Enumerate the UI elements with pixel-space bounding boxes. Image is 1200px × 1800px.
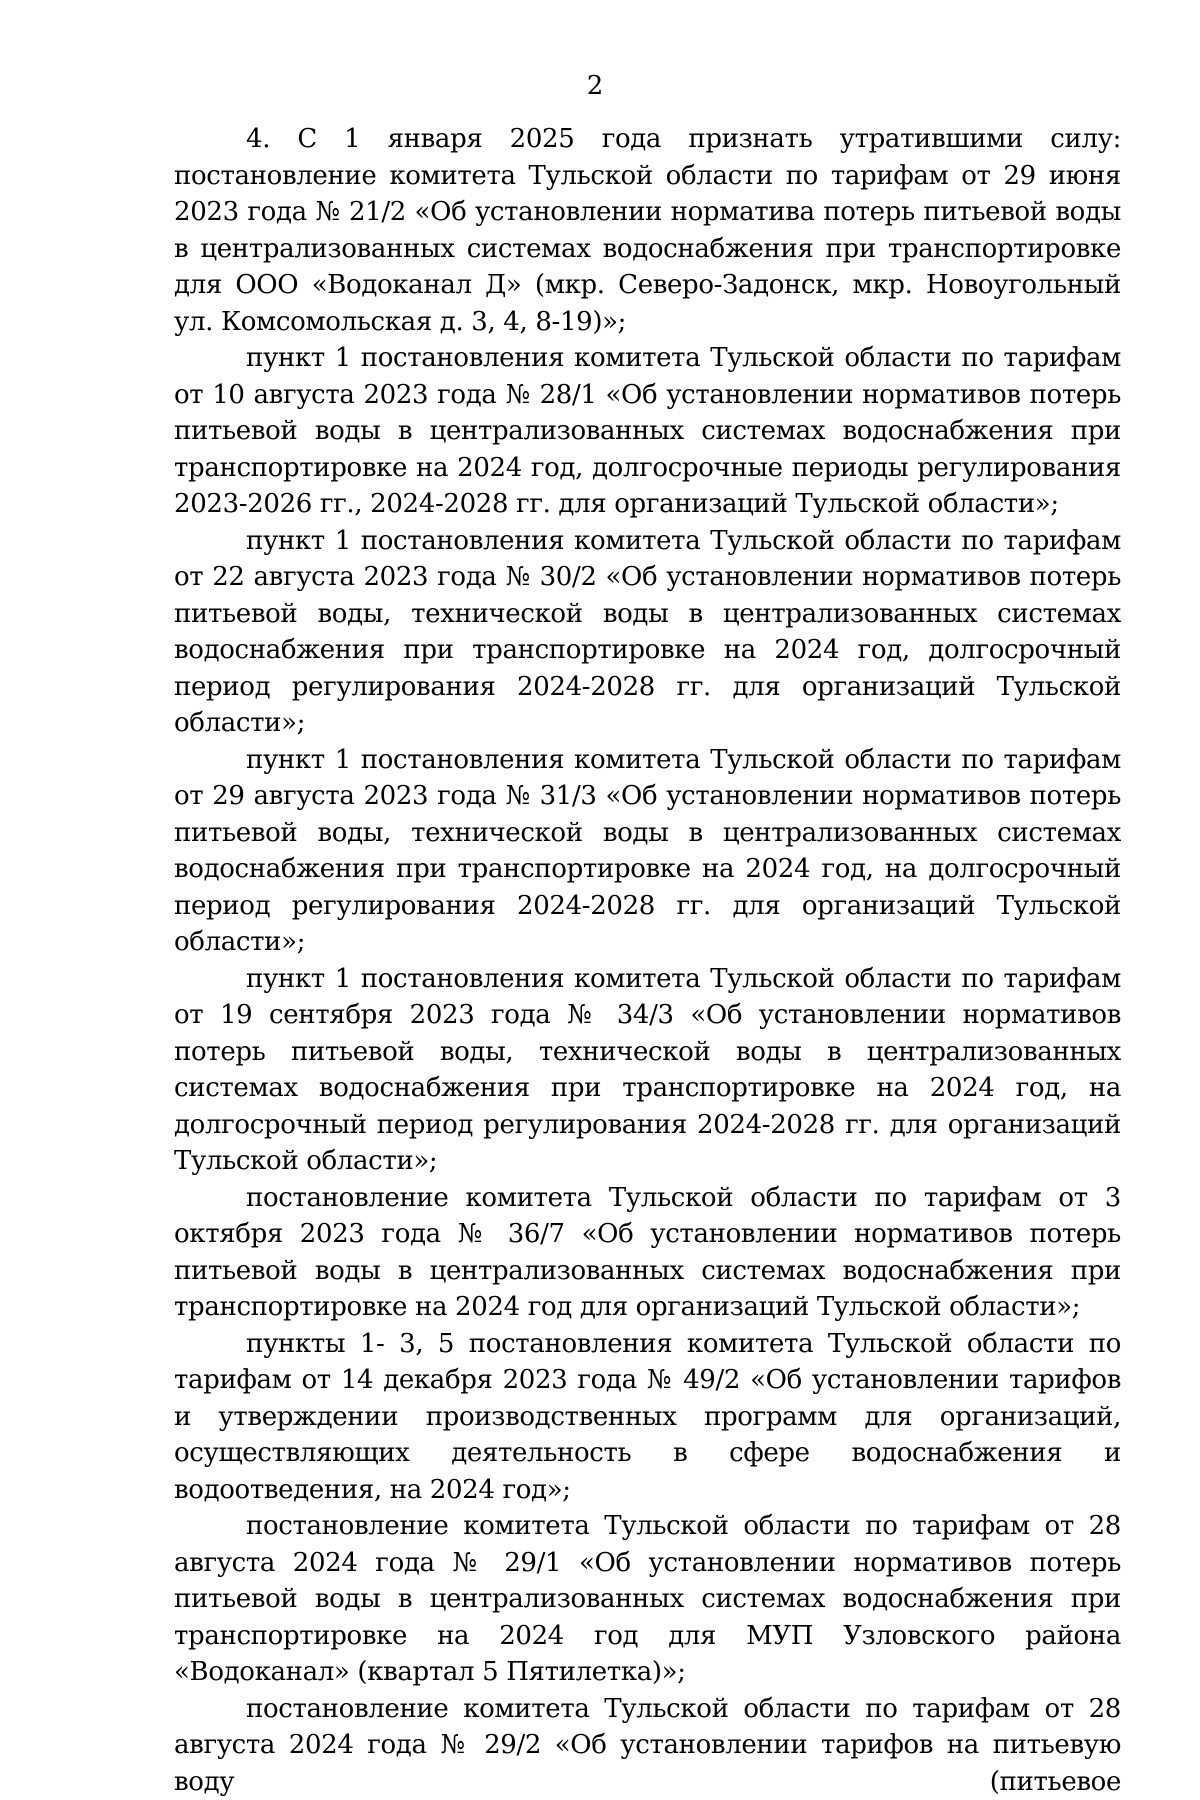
paragraph-resolution-28-1: пункт 1 постановления комитета Тульской области по тарифам от 10 августа 2023 года № 28/1 «Об установлении нормативов потерь питьевой воды в централизованных системах водоснабжения при транспортировке на 2024 год, долгосрочные периоды регулирования 2023-2026 гг., 2024-2028 гг. для организаций Тульской области»; bbox=[174, 340, 1121, 523]
paragraph-resolution-36-7: постановление комитета Тульской области по тарифам от 3 октября 2023 года № 36/7 «Об установлении нормативов потерь питьевой воды в централизованных системах водоснабжения при транспортировке на 2024 год для организаций Тульской области»; bbox=[174, 1180, 1121, 1326]
paragraph-item-4: 4. С 1 января 2025 года признать утратившими силу: постановление комитета Тульской области по тарифам от 29 июня 2023 года № 21/2 «Об установлении норматива потерь питьевой воды в централизованных системах водоснабжения при транспортировке для ООО «Водоканал Д» (мкр. Северо-Задонск, мкр. Новоугольный ул. Комсомольская д. 3, 4, 8-19)»; bbox=[174, 121, 1121, 340]
document-body bbox=[174, 121, 1121, 1800]
paragraph-resolution-29-1: постановление комитета Тульской области по тарифам от 28 августа 2024 года № 29/1 «Об установлении нормативов потерь питьевой воды в централизованных системах водоснабжения при транспортировке на 2024 год для МУП Узловского района «Водоканал» (квартал 5 Пятилетка)»; bbox=[174, 1508, 1121, 1691]
paragraph-resolution-34-3: пункт 1 постановления комитета Тульской области по тарифам от 19 сентября 2023 года № 34/3 «Об установлении нормативов потерь питьевой воды, технической воды в централизованных системах водоснабжения при транспортировке на 2024 год, на долгосрочный период регулирования 2024-2028 гг. для организаций Тульской области»; bbox=[174, 961, 1121, 1180]
paragraph-resolution-29-2: постановление комитета Тульской области по тарифам от 28 августа 2024 года № 29/2 «Об установлении тарифов на питьевую воду (питьевое bbox=[174, 1691, 1121, 1800]
page-number: 2 bbox=[0, 70, 1190, 102]
paragraph-resolution-31-3: пункт 1 постановления комитета Тульской области по тарифам от 29 августа 2023 года № 31/3 «Об установлении нормативов потерь питьевой воды, технической воды в централизованных системах водоснабжения при транспортировке на 2024 год, на долгосрочный период регулирования 2024-2028 гг. для организаций Тульской области»; bbox=[174, 742, 1121, 961]
paragraph-resolution-30-2: пункт 1 постановления комитета Тульской области по тарифам от 22 августа 2023 года № 30/2 «Об установлении нормативов потерь питьевой воды, технической воды в централизованных системах водоснабжения при транспортировке на 2024 год, долгосрочный период регулирования 2024-2028 гг. для организаций Тульской области»; bbox=[174, 523, 1121, 742]
paragraph-resolution-49-2: пункты 1- 3, 5 постановления комитета Тульской области по тарифам от 14 декабря 2023 года № 49/2 «Об установлении тарифов и утверждении производственных программ для организаций, осуществляющих деятельность в сфере водоснабжения и водоотведения, на 2024 год»; bbox=[174, 1326, 1121, 1509]
